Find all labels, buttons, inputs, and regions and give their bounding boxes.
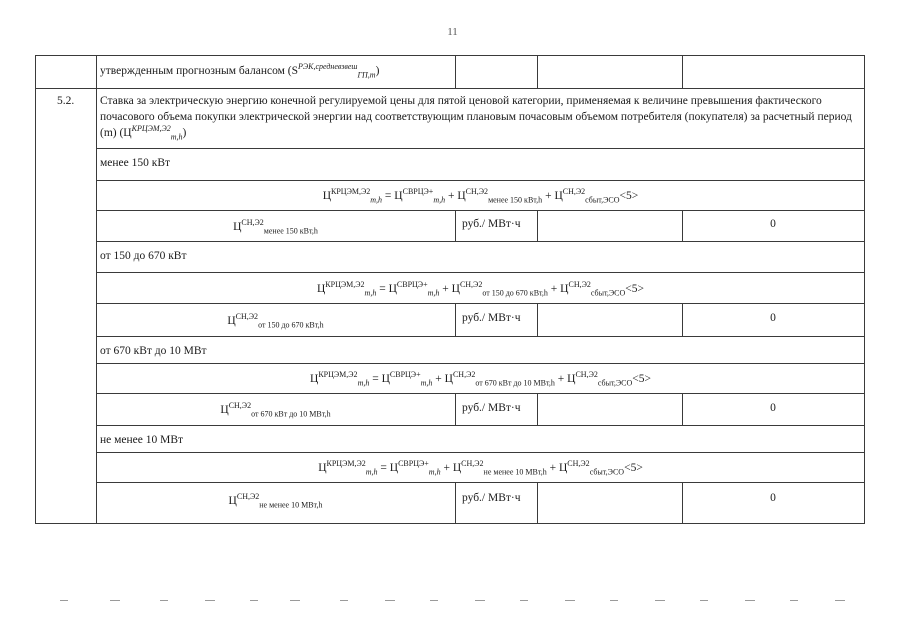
formula: $Ц^{КРЦЭМ,Э2}_{m,h} = Ц^{СВРЦЭ+}_{m,h} + Ц^{СН,Э2}_{от 670 кВт до 10 МВт,h} + Ц^{СН,Э2}_{сбыт,ЭСО}<5>$ [310, 370, 651, 388]
param-name: $Ц^{СН,Э2}_{от 150 до 670 кВт,h}$ [227, 312, 324, 330]
formula: $Ц^{КРЦЭМ,Э2}_{m,h} = Ц^{СВРЦЭ+}_{m,h} + Ц^{СН,Э2}_{от 150 до 670 кВт,h} + Ц^{СН,Э2}_{сбыт,ЭСО}<5>$ [316, 280, 645, 298]
section-description: Ставка за электрическую энергию конечной регулируемой цены для пятой ценовой категории, применяемая к величине превышения фактического почасового объема покупки электрической энергии над соответствующим плановым почасовым объемом потребителя (покупателя) за расчетный период (m) $(Ц^{КРЦЭМ,Э2}_{m,h})$ [100, 95, 852, 142]
param-name: $Ц^{СН,Э2}_{не менее 10 МВт,h}$ [228, 492, 323, 510]
formula: $Ц^{КРЦЭМ,Э2}_{m,h} = Ц^{СВРЦЭ+}_{m,h} + Ц^{СН,Э2}_{менее 150 кВт,h} + Ц^{СН,Э2}_{сбыт,ЭСО}<5>$ [322, 187, 639, 205]
group-heading: от 670 кВт до 10 МВт [100, 345, 207, 357]
page-number: 11 [447, 26, 458, 38]
param-name: $Ц^{СН,Э2}_{от 670 кВт до 10 МВт,h}$ [220, 401, 331, 419]
value: 0 [770, 492, 776, 504]
formula: $Ц^{КРЦЭМ,Э2}_{m,h} = Ц^{СВРЦЭ+}_{m,h} + Ц^{СН,Э2}_{не менее 10 МВт,h} + Ц^{СН,Э2}_{сбыт,ЭСО}<5>$ [318, 459, 643, 477]
value: 0 [770, 312, 776, 324]
param-name: $Ц^{СН,Э2}_{менее 150 кВт,h}$ [233, 218, 318, 236]
section-number: 5.2. [57, 95, 75, 107]
continuation-text: утвержденным прогнозным балансом $(S^{РЭК,средневзвеш}_{ГП,m})$ [100, 62, 380, 80]
group-heading: от 150 до 670 кВт [100, 250, 187, 262]
unit: руб./ МВт·ч [462, 492, 521, 504]
value: 0 [770, 218, 776, 230]
group-heading: не менее 10 МВт [100, 434, 184, 446]
unit: руб./ МВт·ч [462, 402, 521, 414]
value: 0 [770, 402, 776, 414]
group-heading: менее 150 кВт [100, 157, 171, 169]
unit: руб./ МВт·ч [462, 218, 521, 230]
unit: руб./ МВт·ч [462, 312, 521, 324]
